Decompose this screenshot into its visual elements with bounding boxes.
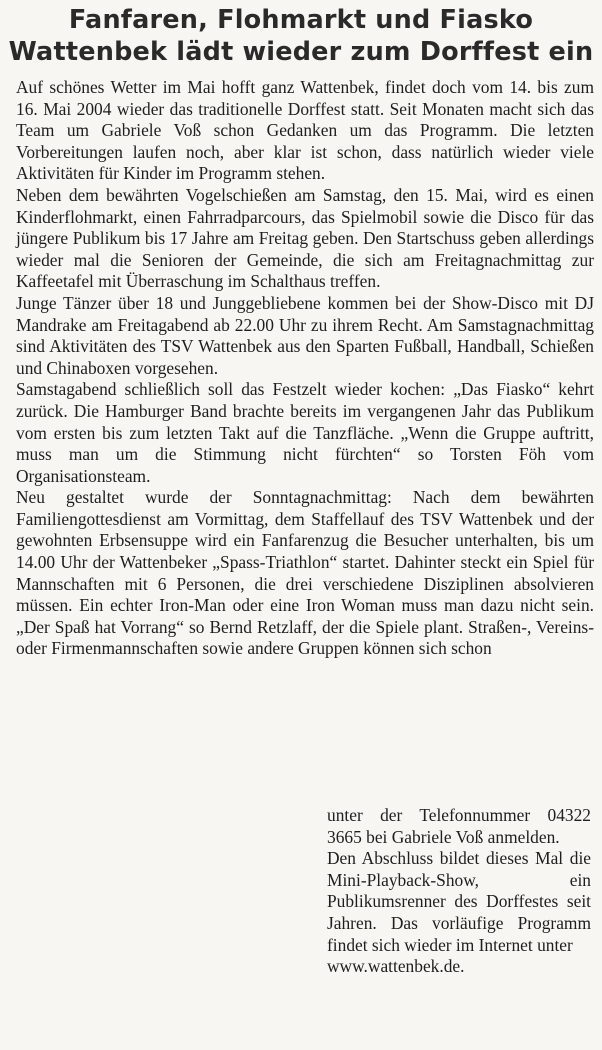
paragraph-closing: Den Abschluss bildet dieses Mal die Mini-Playback-Show, ein Publikumsrenner des Dorffestes seit Jahren. Das vorläufige Programm findet sich wieder im Internet unter: [327, 848, 591, 955]
article-tail-column: [327, 805, 591, 978]
article-body: [16, 77, 594, 660]
paragraph-sunday: Neu gestaltet wurde der Sonntagnachmittag: Nach dem bewährten Familiengottesdienst am Vormittag, dem Staffellauf des TSV Wattenbek und der gewohnten Erbsensuppe wird ein Fanfarenzug die Besucher unterhalten, bis um 14.00 Uhr der Wattenbeker „Spass-Triathlon“ startet. Dahinter steckt ein Spiel für Mannschaften mit 6 Personen, die drei verschiedene Disziplinen absolvieren müssen. Ein echter Iron-Man oder eine Iron Woman muss man dazu nicht sein. „Der Spaß hat Vorrang“ so Bernd Retzlaff, der die Spiele plant. Straßen-, Vereins- oder Firmenmannschaften sowie andere Gruppen können sich schon: [16, 487, 594, 659]
paragraph-disco: Junge Tänzer über 18 und Junggebliebene kommen bei der Show-Disco mit DJ Mandrake am Freitagabend ab 22.00 Uhr zu ihrem Recht. Am Samstagnachmittag sind Aktivitäten des TSV Wattenbek aus den Sparten Fußball, Handball, Schießen und Chinaboxen vorgesehen.: [16, 292, 594, 378]
article-headline: [0, 4, 602, 68]
paragraph-intro: Auf schönes Wetter im Mai hofft ganz Wattenbek, findet doch vom 14. bis zum 16. Mai 2004 wieder das traditionelle Dorffest statt. Seit Monaten macht sich das Team um Gabriele Voß schon Gedanken um das Programm. Die letzten Vorbereitungen laufen noch, aber klar ist schon, dass natürlich wieder viele Aktivitäten für Kinder im Programm stehen.: [16, 77, 594, 184]
headline-line-2: Wattenbek lädt wieder zum Dorffest ein: [8, 37, 594, 67]
headline-line-1: Fanfaren, Flohmarkt und Fiasko: [68, 5, 534, 35]
paragraph-registration: unter der Telefonnummer 04322 3665 bei Gabriele Voß anmelden.: [327, 805, 591, 847]
website-link: www.wattenbek.de.: [327, 956, 465, 977]
paragraph-band: Samstagabend schließlich soll das Festzelt wieder kochen: „Das Fiasko“ kehrt zurück. Die Hamburger Band brachte bereits im vergangenen Jahr das Publikum vom ersten bis zum letzten Takt auf die Tanzfläche. „Wenn die Gruppe auftritt, muss man um die Stimmung nicht fürchten“ so Torsten Föh vom Organisationsteam.: [16, 379, 594, 486]
paragraph-program: Neben dem bewährten Vogelschießen am Samstag, den 15. Mai, wird es einen Kinderflohmarkt, einen Fahrradparcours, das Spielmobil sowie die Disco für das jüngere Publikum bis 17 Jahre am Freitag geben. Den Startschuss geben allerdings wieder mal die Senioren der Gemeinde, die sich am Freitagnachmittag zur Kaffeetafel mit Überraschung im Schalthaus treffen.: [16, 184, 594, 292]
